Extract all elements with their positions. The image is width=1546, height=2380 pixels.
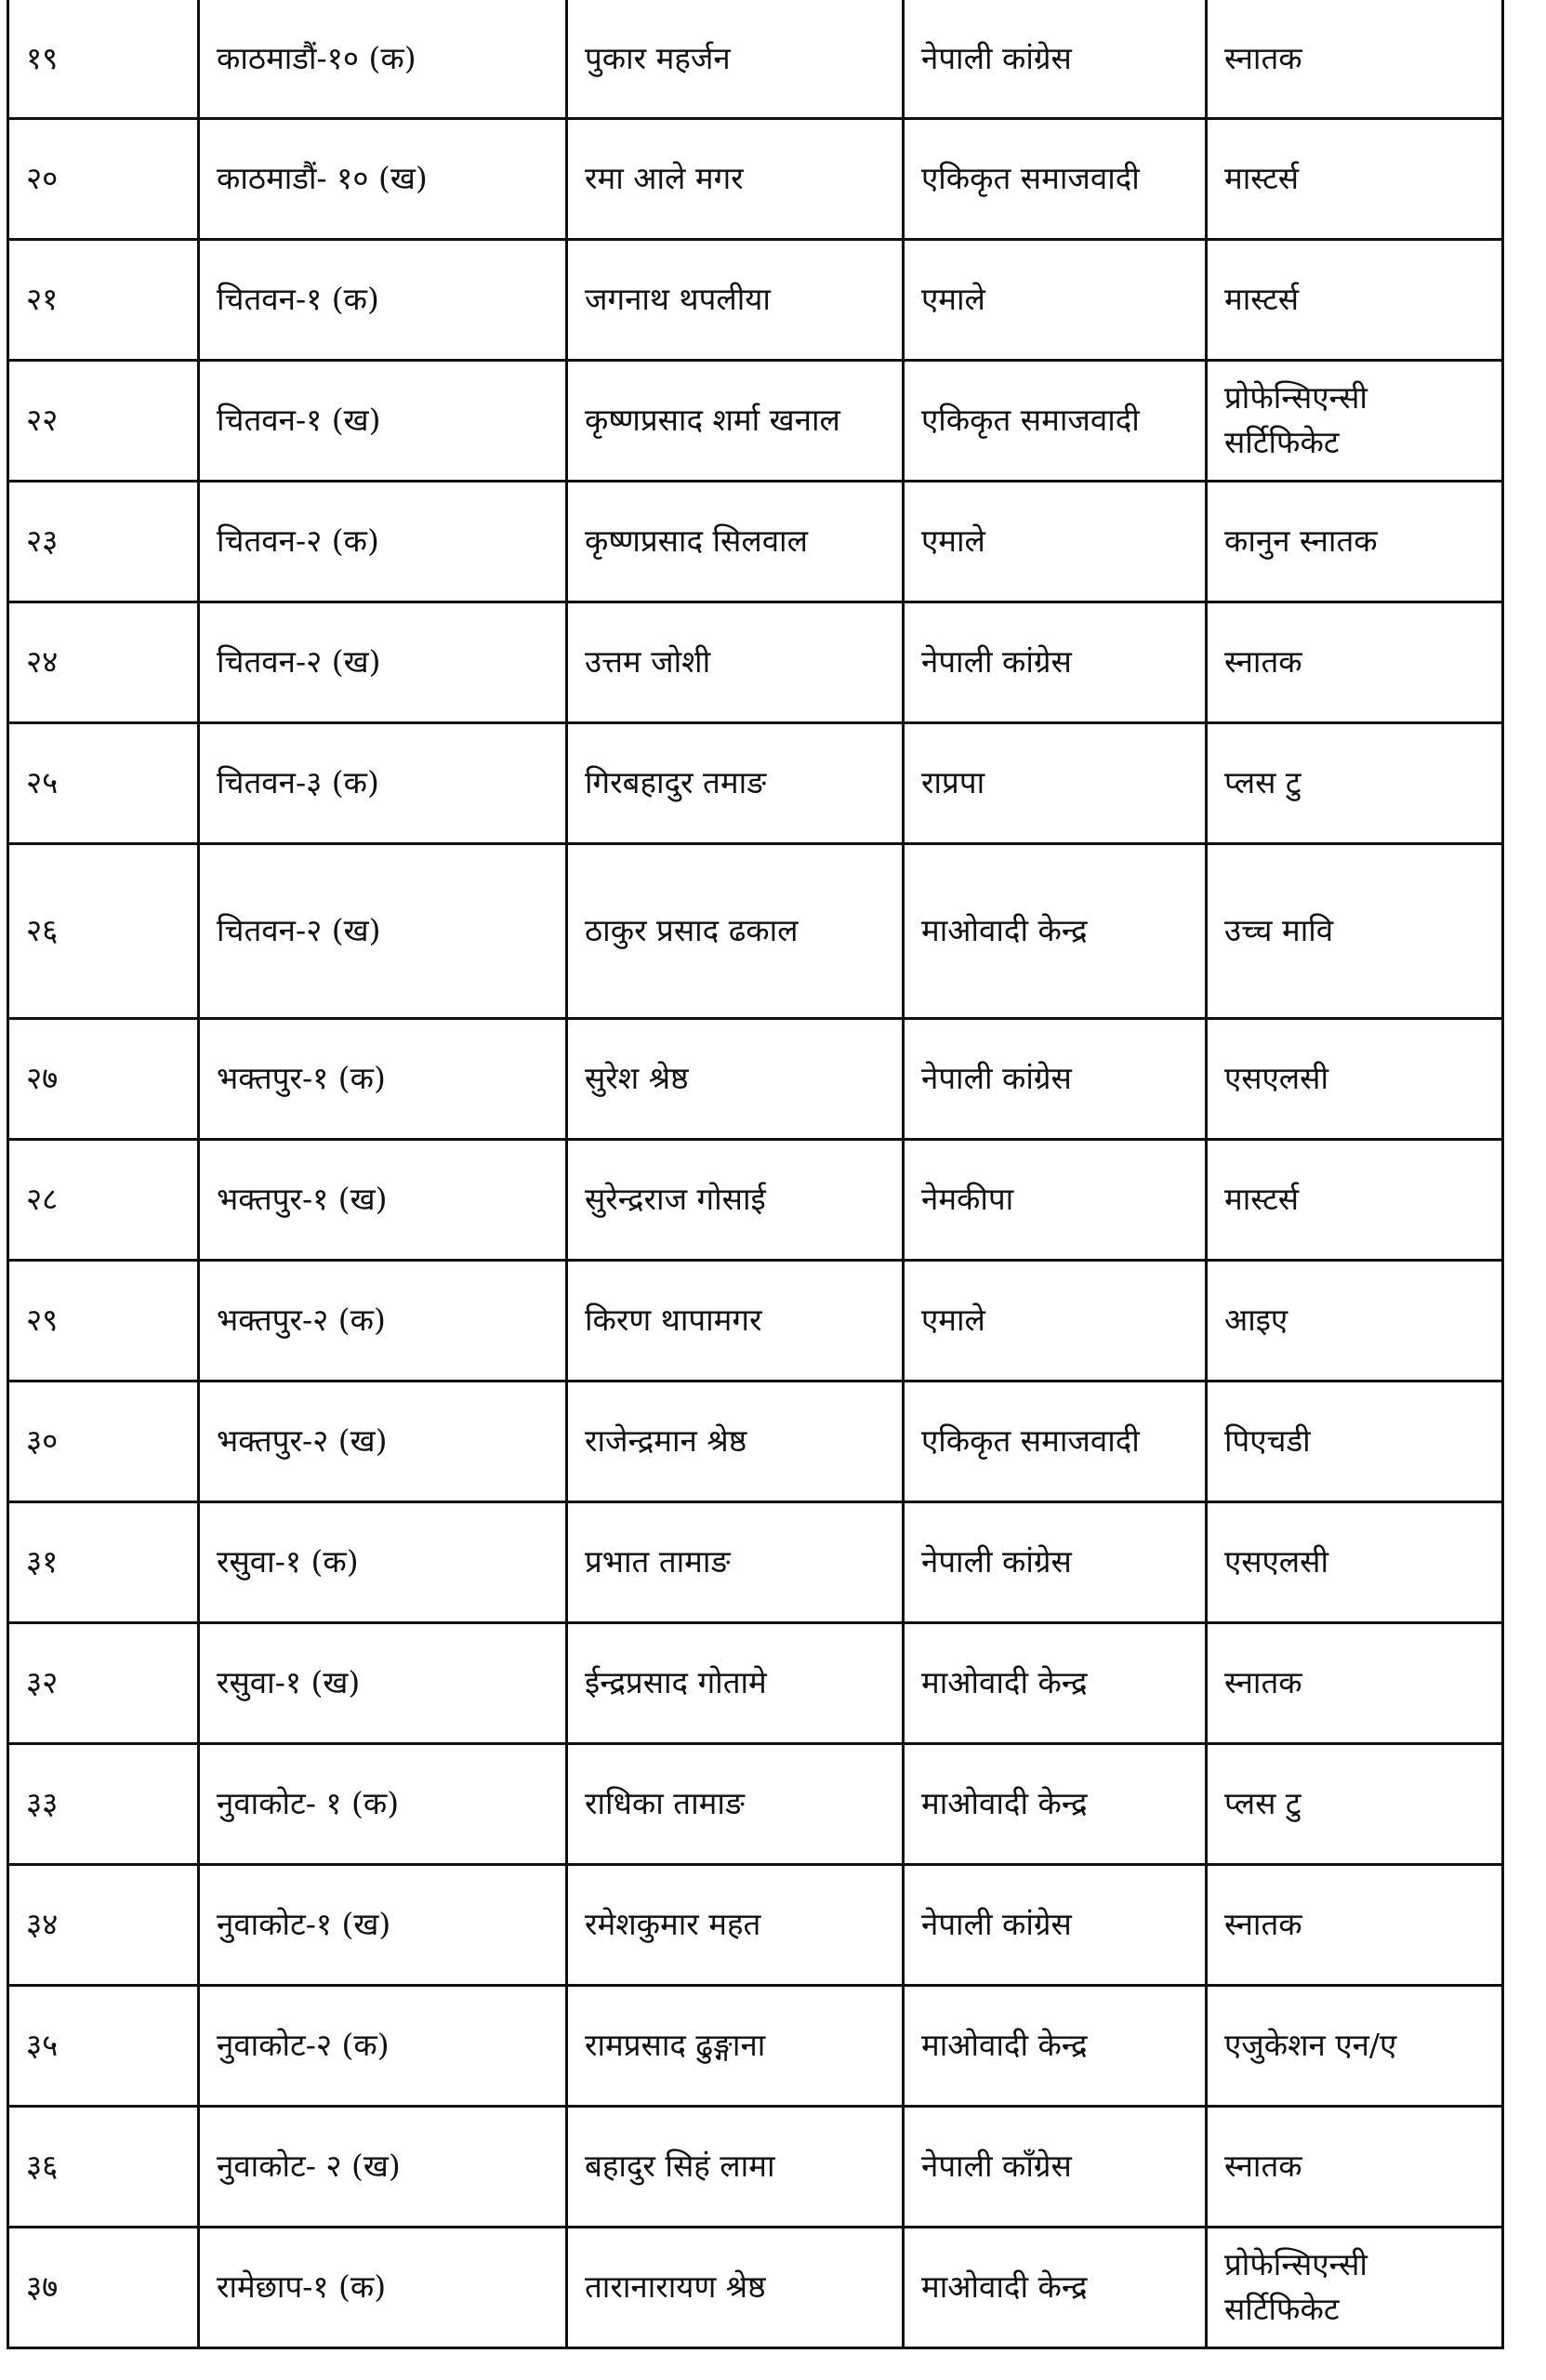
- candidate-name-cell: रमेशकुमार महत: [567, 1864, 904, 1985]
- candidate-name-cell: प्रभात तामाङ: [567, 1501, 904, 1622]
- education-cell: एसएलसी: [1207, 1018, 1503, 1139]
- education-cell: आइए: [1207, 1260, 1503, 1381]
- party-cell: एकिकृत समाजवादी: [904, 360, 1207, 481]
- party-cell: माओवादी केन्द्र: [904, 843, 1207, 1018]
- table-row: [8, 843, 1503, 1018]
- party-cell: नेपाली कांग्रेस: [904, 1864, 1207, 1985]
- table-row: [8, 1501, 1503, 1622]
- constituency-cell: चितवन-१ (ख): [199, 360, 567, 481]
- candidate-name-cell: किरण थापामगर: [567, 1260, 904, 1381]
- serial-number-cell: ३४: [8, 1864, 199, 1985]
- candidate-name-cell: कृष्णप्रसाद सिलवाल: [567, 481, 904, 602]
- party-cell: राप्रपा: [904, 722, 1207, 843]
- party-cell: माओवादी केन्द्र: [904, 1985, 1207, 2106]
- education-cell: प्लस टु: [1207, 1743, 1503, 1864]
- table-row: [8, 722, 1503, 843]
- table-row: [8, 239, 1503, 360]
- candidate-name-cell: ठाकुर प्रसाद ढकाल: [567, 843, 904, 1018]
- constituency-cell: काठमाडौं-१० (क): [199, 0, 567, 118]
- serial-number-cell: ३५: [8, 1985, 199, 2106]
- candidate-name-cell: पुकार महर्जन: [567, 0, 904, 118]
- constituency-cell: चितवन-३ (क): [199, 722, 567, 843]
- constituency-cell: भक्तपुर-२ (ख): [199, 1381, 567, 1501]
- candidate-name-cell: बहादुर सिहं लामा: [567, 2106, 904, 2227]
- education-cell: उच्च मावि: [1207, 843, 1503, 1018]
- table-row: [8, 2227, 1503, 2347]
- table-row: [8, 2106, 1503, 2227]
- education-cell: स्नातक: [1207, 1864, 1503, 1985]
- education-cell: मास्टर्स: [1207, 239, 1503, 360]
- candidate-name-cell: रमा आले मगर: [567, 118, 904, 239]
- education-cell: स्नातक: [1207, 0, 1503, 118]
- serial-number-cell: १९: [8, 0, 199, 118]
- table-row: [8, 602, 1503, 722]
- candidate-name-cell: उत्तम जोशी: [567, 602, 904, 722]
- constituency-cell: चितवन-२ (ख): [199, 843, 567, 1018]
- table-row: [8, 481, 1503, 602]
- constituency-cell: चितवन-२ (ख): [199, 602, 567, 722]
- constituency-cell: भक्तपुर-१ (ख): [199, 1139, 567, 1260]
- table-row: [8, 1018, 1503, 1139]
- serial-number-cell: २०: [8, 118, 199, 239]
- education-cell: मास्टर्स: [1207, 118, 1503, 239]
- table-row: [8, 1864, 1503, 1985]
- party-cell: नेपाली काँग्रेस: [904, 2106, 1207, 2227]
- candidate-name-cell: राधिका तामाङ: [567, 1743, 904, 1864]
- serial-number-cell: २८: [8, 1139, 199, 1260]
- serial-number-cell: ३६: [8, 2106, 199, 2227]
- candidate-name-cell: सुरेन्द्रराज गोसाई: [567, 1139, 904, 1260]
- party-cell: एमाले: [904, 239, 1207, 360]
- party-cell: माओवादी केन्द्र: [904, 2227, 1207, 2347]
- constituency-cell: रसुवा-१ (ख): [199, 1622, 567, 1743]
- serial-number-cell: २४: [8, 602, 199, 722]
- candidate-name-cell: जगनाथ थपलीया: [567, 239, 904, 360]
- party-cell: एकिकृत समाजवादी: [904, 118, 1207, 239]
- table-row: [8, 360, 1503, 481]
- education-cell: स्नातक: [1207, 1622, 1503, 1743]
- serial-number-cell: २६: [8, 843, 199, 1018]
- table-row: [8, 0, 1503, 118]
- party-cell: एमाले: [904, 1260, 1207, 1381]
- education-cell: कानुन स्नातक: [1207, 481, 1503, 602]
- table-row: [8, 1139, 1503, 1260]
- constituency-cell: नुवाकोट- १ (क): [199, 1743, 567, 1864]
- serial-number-cell: २१: [8, 239, 199, 360]
- table-row: [8, 1381, 1503, 1501]
- candidate-table-container: [7, 0, 1501, 2349]
- constituency-cell: नुवाकोट-२ (क): [199, 1985, 567, 2106]
- serial-number-cell: ३३: [8, 1743, 199, 1864]
- serial-number-cell: ३२: [8, 1622, 199, 1743]
- table-row: [8, 1743, 1503, 1864]
- candidate-name-cell: रामप्रसाद ढुङ्गाना: [567, 1985, 904, 2106]
- party-cell: माओवादी केन्द्र: [904, 1622, 1207, 1743]
- serial-number-cell: ३१: [8, 1501, 199, 1622]
- candidate-name-cell: ईन्द्रप्रसाद गोतामे: [567, 1622, 904, 1743]
- education-cell: मास्टर्स: [1207, 1139, 1503, 1260]
- serial-number-cell: २५: [8, 722, 199, 843]
- party-cell: माओवादी केन्द्र: [904, 1743, 1207, 1864]
- table-row: [8, 1260, 1503, 1381]
- serial-number-cell: २७: [8, 1018, 199, 1139]
- table-row: [8, 1622, 1503, 1743]
- party-cell: एकिकृत समाजवादी: [904, 1381, 1207, 1501]
- constituency-cell: रसुवा-१ (क): [199, 1501, 567, 1622]
- candidate-name-cell: गिरबहादुर तमाङ: [567, 722, 904, 843]
- education-cell: पिएचडी: [1207, 1381, 1503, 1501]
- party-cell: नेपाली कांग्रेस: [904, 602, 1207, 722]
- constituency-cell: काठमाडौं- १० (ख): [199, 118, 567, 239]
- table-row: [8, 118, 1503, 239]
- serial-number-cell: २९: [8, 1260, 199, 1381]
- constituency-cell: चितवन-१ (क): [199, 239, 567, 360]
- candidate-table: [7, 0, 1504, 2349]
- constituency-cell: भक्तपुर-१ (क): [199, 1018, 567, 1139]
- serial-number-cell: २२: [8, 360, 199, 481]
- education-cell: स्नातक: [1207, 602, 1503, 722]
- constituency-cell: चितवन-२ (क): [199, 481, 567, 602]
- candidate-table-body: [8, 0, 1503, 2347]
- constituency-cell: नुवाकोट-१ (ख): [199, 1864, 567, 1985]
- education-cell: प्लस टु: [1207, 722, 1503, 843]
- constituency-cell: रामेछाप-१ (क): [199, 2227, 567, 2347]
- candidate-name-cell: कृष्णप्रसाद शर्मा खनाल: [567, 360, 904, 481]
- candidate-name-cell: राजेन्द्रमान श्रेष्ठ: [567, 1381, 904, 1501]
- education-cell: एसएलसी: [1207, 1501, 1503, 1622]
- candidate-name-cell: सुरेश श्रेष्ठ: [567, 1018, 904, 1139]
- serial-number-cell: ३०: [8, 1381, 199, 1501]
- constituency-cell: नुवाकोट- २ (ख): [199, 2106, 567, 2227]
- party-cell: नेपाली कांग्रेस: [904, 1501, 1207, 1622]
- serial-number-cell: ३७: [8, 2227, 199, 2347]
- education-cell: स्नातक: [1207, 2106, 1503, 2227]
- education-cell: एजुकेशन एन/ए: [1207, 1985, 1503, 2106]
- party-cell: नेपाली कांग्रेस: [904, 1018, 1207, 1139]
- education-cell: प्रोफेन्सिएन्सी सर्टिफिकेट: [1207, 2227, 1503, 2347]
- serial-number-cell: २३: [8, 481, 199, 602]
- education-cell: प्रोफेन्सिएन्सी सर्टिफिकेट: [1207, 360, 1503, 481]
- party-cell: नेमकीपा: [904, 1139, 1207, 1260]
- candidate-name-cell: तारानारायण श्रेष्ठ: [567, 2227, 904, 2347]
- constituency-cell: भक्तपुर-२ (क): [199, 1260, 567, 1381]
- party-cell: नेपाली कांग्रेस: [904, 0, 1207, 118]
- party-cell: एमाले: [904, 481, 1207, 602]
- table-row: [8, 1985, 1503, 2106]
